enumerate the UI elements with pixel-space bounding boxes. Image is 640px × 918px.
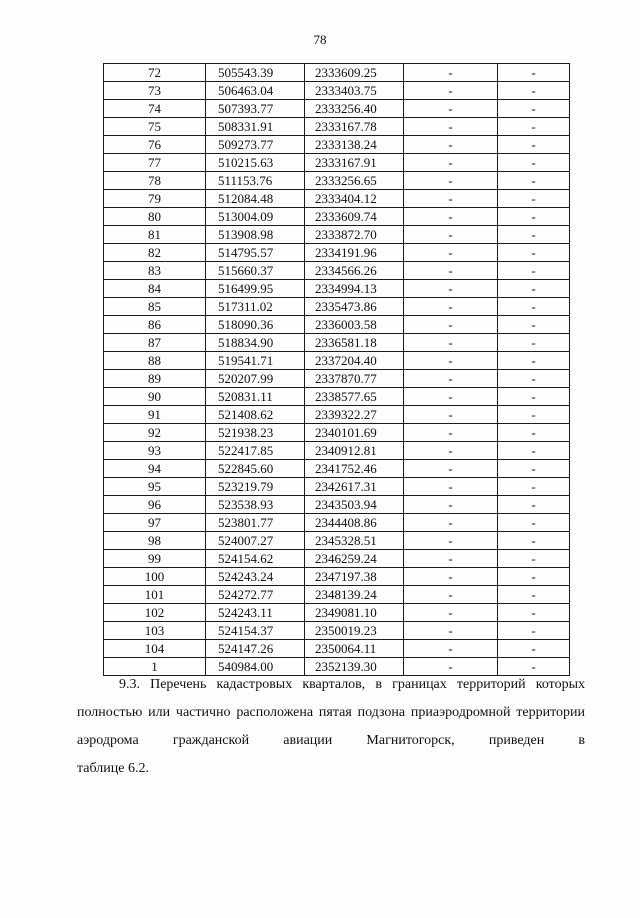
column-5-cell: - (498, 262, 570, 280)
y-coordinate-cell: 2348139.24 (305, 586, 404, 604)
column-4-cell: - (404, 514, 498, 532)
table-row (104, 388, 570, 406)
column-5-cell: - (498, 370, 570, 388)
column-5-cell: - (498, 190, 570, 208)
column-5-cell: - (498, 424, 570, 442)
table-row (104, 118, 570, 136)
table-row (104, 100, 570, 118)
x-coordinate-cell: 523801.77 (206, 514, 305, 532)
table-row (104, 586, 570, 604)
y-coordinate-cell: 2333609.74 (305, 208, 404, 226)
table-row (104, 244, 570, 262)
point-number-cell: 86 (104, 316, 206, 334)
table-row (104, 424, 570, 442)
x-coordinate-cell: 524272.77 (206, 586, 305, 604)
y-coordinate-cell: 2333167.91 (305, 154, 404, 172)
table-row (104, 568, 570, 586)
column-5-cell: - (498, 460, 570, 478)
x-coordinate-cell: 507393.77 (206, 100, 305, 118)
x-coordinate-cell: 522417.85 (206, 442, 305, 460)
x-coordinate-cell: 519541.71 (206, 352, 305, 370)
column-5-cell: - (498, 406, 570, 424)
paragraph-line: таблице 6.2. (77, 761, 149, 776)
x-coordinate-cell: 521408.62 (206, 406, 305, 424)
x-coordinate-cell: 506463.04 (206, 82, 305, 100)
column-4-cell: - (404, 460, 498, 478)
y-coordinate-cell: 2341752.46 (305, 460, 404, 478)
y-coordinate-cell: 2343503.94 (305, 496, 404, 514)
y-coordinate-cell: 2333872.70 (305, 226, 404, 244)
y-coordinate-cell: 2350064.11 (305, 640, 404, 658)
x-coordinate-cell: 520831.11 (206, 388, 305, 406)
column-4-cell: - (404, 424, 498, 442)
column-5-cell: - (498, 496, 570, 514)
point-number-cell: 75 (104, 118, 206, 136)
column-5-cell: - (498, 244, 570, 262)
paragraph-line: полностью или частично расположена пятая подзона приаэродромной территории (77, 705, 585, 720)
y-coordinate-cell: 2333138.24 (305, 136, 404, 154)
column-5-cell: - (498, 388, 570, 406)
x-coordinate-cell: 516499.95 (206, 280, 305, 298)
column-4-cell: - (404, 550, 498, 568)
column-5-cell: - (498, 514, 570, 532)
y-coordinate-cell: 2333256.40 (305, 100, 404, 118)
x-coordinate-cell: 540984.00 (206, 658, 305, 676)
column-4-cell: - (404, 442, 498, 460)
y-coordinate-cell: 2333403.75 (305, 82, 404, 100)
y-coordinate-cell: 2333404.12 (305, 190, 404, 208)
column-4-cell: - (404, 64, 498, 82)
table-row (104, 154, 570, 172)
table-row (104, 64, 570, 82)
x-coordinate-cell: 509273.77 (206, 136, 305, 154)
x-coordinate-cell: 524243.11 (206, 604, 305, 622)
column-5-cell: - (498, 658, 570, 676)
x-coordinate-cell: 505543.39 (206, 64, 305, 82)
x-coordinate-cell: 524154.62 (206, 550, 305, 568)
column-4-cell: - (404, 622, 498, 640)
column-5-cell: - (498, 100, 570, 118)
page-number: 78 (313, 32, 327, 47)
column-4-cell: - (404, 658, 498, 676)
point-number-cell: 84 (104, 280, 206, 298)
y-coordinate-cell: 2336581.18 (305, 334, 404, 352)
point-number-cell: 81 (104, 226, 206, 244)
point-number-cell: 76 (104, 136, 206, 154)
table-row (104, 442, 570, 460)
y-coordinate-cell: 2352139.30 (305, 658, 404, 676)
x-coordinate-cell: 517311.02 (206, 298, 305, 316)
column-4-cell: - (404, 406, 498, 424)
table-row (104, 172, 570, 190)
table-row (104, 208, 570, 226)
table-row (104, 82, 570, 100)
table-row (104, 370, 570, 388)
y-coordinate-cell: 2344408.86 (305, 514, 404, 532)
point-number-cell: 104 (104, 640, 206, 658)
column-5-cell: - (498, 586, 570, 604)
table-row (104, 190, 570, 208)
table-row (104, 280, 570, 298)
y-coordinate-cell: 2335473.86 (305, 298, 404, 316)
column-4-cell: - (404, 388, 498, 406)
x-coordinate-cell: 523538.93 (206, 496, 305, 514)
column-4-cell: - (404, 298, 498, 316)
y-coordinate-cell: 2334994.13 (305, 280, 404, 298)
column-4-cell: - (404, 262, 498, 280)
column-5-cell: - (498, 568, 570, 586)
x-coordinate-cell: 523219.79 (206, 478, 305, 496)
point-number-cell: 95 (104, 478, 206, 496)
x-coordinate-cell: 524243.24 (206, 568, 305, 586)
x-coordinate-cell: 524147.26 (206, 640, 305, 658)
point-number-cell: 87 (104, 334, 206, 352)
column-5-cell: - (498, 622, 570, 640)
column-4-cell: - (404, 352, 498, 370)
column-4-cell: - (404, 244, 498, 262)
x-coordinate-cell: 514795.57 (206, 244, 305, 262)
table-row (104, 496, 570, 514)
column-5-cell: - (498, 550, 570, 568)
table-row (104, 406, 570, 424)
point-number-cell: 79 (104, 190, 206, 208)
point-number-cell: 74 (104, 100, 206, 118)
point-number-cell: 102 (104, 604, 206, 622)
column-5-cell: - (498, 442, 570, 460)
y-coordinate-cell: 2350019.23 (305, 622, 404, 640)
y-coordinate-cell: 2337204.40 (305, 352, 404, 370)
y-coordinate-cell: 2333609.25 (305, 64, 404, 82)
y-coordinate-cell: 2334566.26 (305, 262, 404, 280)
point-number-cell: 1 (104, 658, 206, 676)
table-row (104, 532, 570, 550)
column-4-cell: - (404, 100, 498, 118)
column-5-cell: - (498, 136, 570, 154)
point-number-cell: 88 (104, 352, 206, 370)
point-number-cell: 80 (104, 208, 206, 226)
x-coordinate-cell: 510215.63 (206, 154, 305, 172)
column-5-cell: - (498, 316, 570, 334)
table-row (104, 550, 570, 568)
x-coordinate-cell: 520207.99 (206, 370, 305, 388)
column-4-cell: - (404, 82, 498, 100)
column-4-cell: - (404, 640, 498, 658)
x-coordinate-cell: 524154.37 (206, 622, 305, 640)
x-coordinate-cell: 515660.37 (206, 262, 305, 280)
point-number-cell: 94 (104, 460, 206, 478)
x-coordinate-cell: 512084.48 (206, 190, 305, 208)
column-5-cell: - (498, 334, 570, 352)
column-4-cell: - (404, 280, 498, 298)
point-number-cell: 72 (104, 64, 206, 82)
y-coordinate-cell: 2345328.51 (305, 532, 404, 550)
table-row (104, 478, 570, 496)
point-number-cell: 73 (104, 82, 206, 100)
column-5-cell: - (498, 604, 570, 622)
column-4-cell: - (404, 532, 498, 550)
table-row (104, 262, 570, 280)
point-number-cell: 82 (104, 244, 206, 262)
column-4-cell: - (404, 370, 498, 388)
point-number-cell: 90 (104, 388, 206, 406)
y-coordinate-cell: 2347197.38 (305, 568, 404, 586)
x-coordinate-cell: 524007.27 (206, 532, 305, 550)
column-4-cell: - (404, 316, 498, 334)
column-5-cell: - (498, 172, 570, 190)
column-5-cell: - (498, 532, 570, 550)
table-row (104, 604, 570, 622)
point-number-cell: 101 (104, 586, 206, 604)
table-row (104, 514, 570, 532)
column-4-cell: - (404, 226, 498, 244)
y-coordinate-cell: 2346259.24 (305, 550, 404, 568)
column-4-cell: - (404, 334, 498, 352)
y-coordinate-cell: 2349081.10 (305, 604, 404, 622)
point-number-cell: 89 (104, 370, 206, 388)
point-number-cell: 103 (104, 622, 206, 640)
y-coordinate-cell: 2336003.58 (305, 316, 404, 334)
point-number-cell: 99 (104, 550, 206, 568)
paragraph-line: аэродрома гражданской авиации Магнитогорск, приведен в (77, 733, 585, 748)
section-paragraph (77, 671, 585, 783)
column-4-cell: - (404, 586, 498, 604)
point-number-cell: 98 (104, 532, 206, 550)
y-coordinate-cell: 2337870.77 (305, 370, 404, 388)
y-coordinate-cell: 2340912.81 (305, 442, 404, 460)
column-5-cell: - (498, 208, 570, 226)
column-5-cell: - (498, 298, 570, 316)
table-row (104, 622, 570, 640)
column-5-cell: - (498, 280, 570, 298)
column-4-cell: - (404, 604, 498, 622)
column-4-cell: - (404, 568, 498, 586)
point-number-cell: 85 (104, 298, 206, 316)
column-5-cell: - (498, 226, 570, 244)
point-number-cell: 93 (104, 442, 206, 460)
point-number-cell: 78 (104, 172, 206, 190)
y-coordinate-cell: 2333167.78 (305, 118, 404, 136)
column-4-cell: - (404, 478, 498, 496)
x-coordinate-cell: 521938.23 (206, 424, 305, 442)
table-row (104, 298, 570, 316)
column-5-cell: - (498, 478, 570, 496)
column-4-cell: - (404, 208, 498, 226)
column-5-cell: - (498, 352, 570, 370)
table-row (104, 316, 570, 334)
column-5-cell: - (498, 64, 570, 82)
coordinates-table-body (104, 64, 570, 676)
point-number-cell: 96 (104, 496, 206, 514)
y-coordinate-cell: 2342617.31 (305, 478, 404, 496)
column-5-cell: - (498, 640, 570, 658)
table-row (104, 352, 570, 370)
table-row (104, 460, 570, 478)
x-coordinate-cell: 513004.09 (206, 208, 305, 226)
y-coordinate-cell: 2339322.27 (305, 406, 404, 424)
x-coordinate-cell: 518090.36 (206, 316, 305, 334)
x-coordinate-cell: 511153.76 (206, 172, 305, 190)
point-number-cell: 97 (104, 514, 206, 532)
point-number-cell: 100 (104, 568, 206, 586)
column-4-cell: - (404, 118, 498, 136)
x-coordinate-cell: 508331.91 (206, 118, 305, 136)
point-number-cell: 77 (104, 154, 206, 172)
y-coordinate-cell: 2333256.65 (305, 172, 404, 190)
x-coordinate-cell: 522845.60 (206, 460, 305, 478)
point-number-cell: 83 (104, 262, 206, 280)
point-number-cell: 92 (104, 424, 206, 442)
column-4-cell: - (404, 136, 498, 154)
point-number-cell: 91 (104, 406, 206, 424)
paragraph-line: 9.3. Перечень кадастровых кварталов, в границах территорий которых (119, 677, 585, 692)
table-row (104, 226, 570, 244)
y-coordinate-cell: 2338577.65 (305, 388, 404, 406)
table-row (104, 334, 570, 352)
column-4-cell: - (404, 154, 498, 172)
table-row (104, 640, 570, 658)
column-5-cell: - (498, 82, 570, 100)
column-4-cell: - (404, 190, 498, 208)
x-coordinate-cell: 513908.98 (206, 226, 305, 244)
column-5-cell: - (498, 154, 570, 172)
coordinates-table (103, 63, 570, 676)
column-5-cell: - (498, 118, 570, 136)
y-coordinate-cell: 2340101.69 (305, 424, 404, 442)
y-coordinate-cell: 2334191.96 (305, 244, 404, 262)
column-4-cell: - (404, 496, 498, 514)
column-4-cell: - (404, 172, 498, 190)
table-row (104, 136, 570, 154)
x-coordinate-cell: 518834.90 (206, 334, 305, 352)
